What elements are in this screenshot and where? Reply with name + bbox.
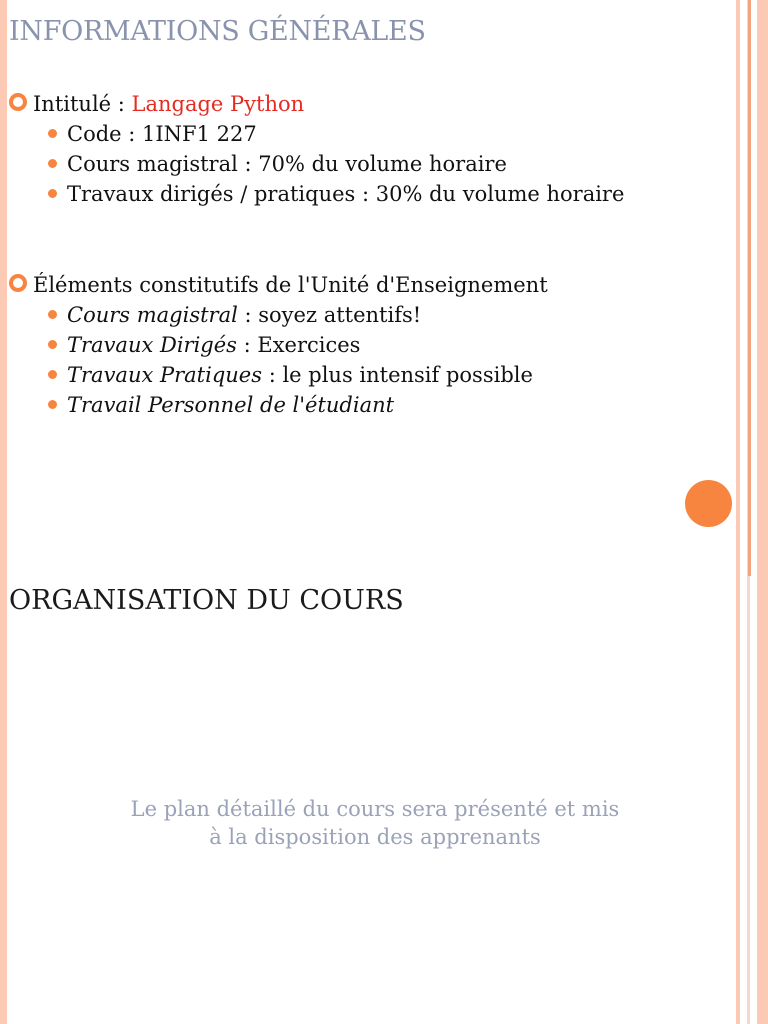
right-frame-line: [757, 0, 768, 1024]
ring-bullet-icon: [9, 274, 27, 292]
elements-item: [9, 270, 548, 300]
element-name: Travaux Dirigés: [67, 333, 237, 357]
list-item: [48, 179, 624, 209]
ring-bullet-icon: [9, 93, 27, 111]
left-border-decoration: [0, 0, 7, 1024]
list-item: [48, 149, 507, 179]
elements-label: Éléments constitutifs de l'Unité d'Enseignement: [33, 273, 548, 297]
code-text: Code : 1INF1 227: [67, 122, 257, 146]
organisation-note: [0, 795, 750, 851]
element-desc: : soyez attentifs!: [237, 303, 422, 327]
dot-bullet-icon: [48, 310, 57, 319]
list-item: [48, 390, 394, 420]
right-frame-accent: [748, 0, 751, 576]
intitule-label: Intitulé :: [33, 92, 125, 116]
dot-bullet-icon: [48, 129, 57, 138]
element-desc: : le plus intensif possible: [262, 363, 533, 387]
note-line: à la disposition des apprenants: [209, 825, 541, 849]
element-name: Cours magistral: [67, 303, 238, 327]
section-title-informations: INFORMATIONS GÉNÉRALES: [9, 16, 426, 47]
dot-bullet-icon: [48, 189, 57, 198]
cours-magistral-text: Cours magistral : 70% du volume horaire: [67, 152, 507, 176]
dot-bullet-icon: [48, 400, 57, 409]
section-title-organisation: ORGANISATION DU COURS: [9, 585, 404, 616]
dot-bullet-icon: [48, 370, 57, 379]
intitule-value: Langage Python: [131, 92, 305, 116]
right-frame-line: [736, 0, 740, 1024]
list-item: [48, 330, 360, 360]
element-name: Travail Personnel de l'étudiant: [67, 393, 395, 417]
list-item: [48, 360, 533, 390]
list-item: [48, 300, 421, 330]
decorative-circle: [685, 480, 732, 527]
element-name: Travaux Pratiques: [67, 363, 263, 387]
intitule-item: [9, 89, 304, 119]
travaux-text: Travaux dirigés / pratiques : 30% du volume horaire: [67, 182, 625, 206]
element-desc: : Exercices: [236, 333, 361, 357]
dot-bullet-icon: [48, 340, 57, 349]
note-line: Le plan détaillé du cours sera présenté et mis: [130, 797, 620, 821]
dot-bullet-icon: [48, 159, 57, 168]
list-item: [48, 119, 257, 149]
